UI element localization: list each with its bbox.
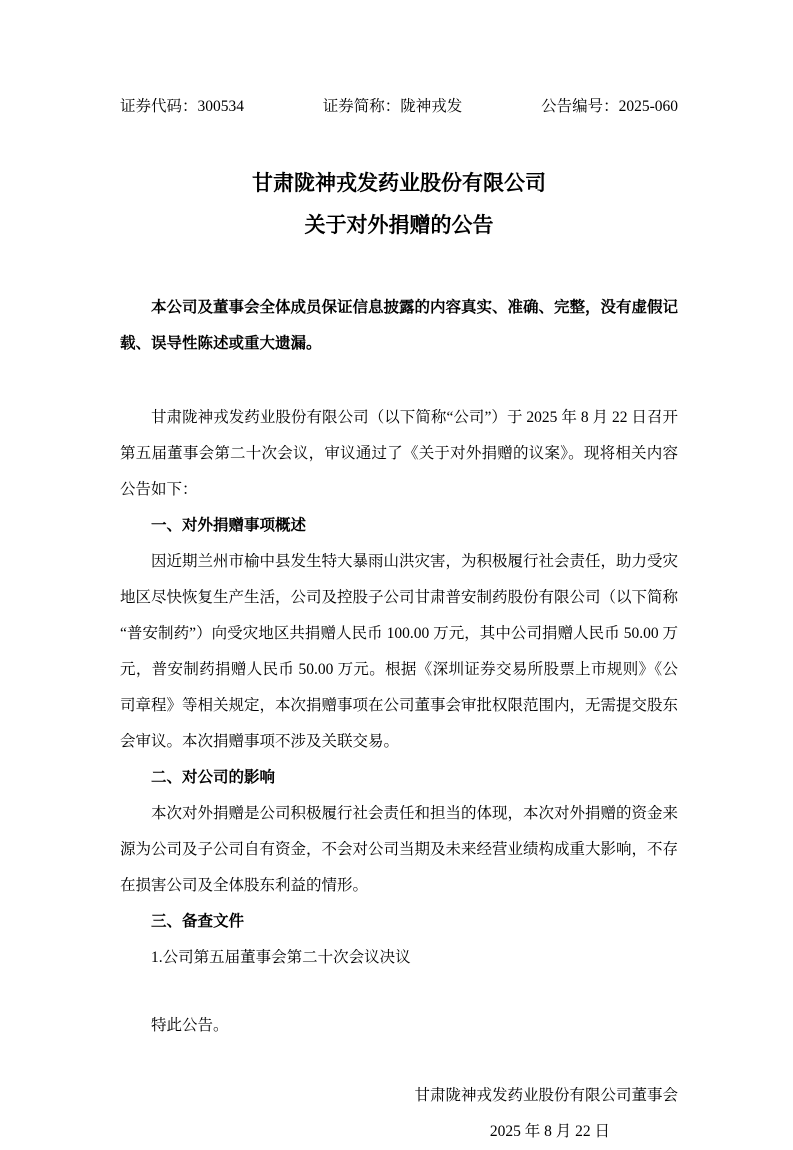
signature-block xyxy=(120,1078,678,1150)
section1-paragraph: 因近期兰州市榆中县发生特大暴雨山洪灾害，为积极履行社会责任，助力受灾地区尽快恢复生产生活，公司及控股子公司甘肃普安制药股份有限公司（以下简称“普安制药”）向受灾地区共捐赠人民币 100.00 万元，其中公司捐赠人民币 50.00 万元，普安制药捐赠人民币 50.00 万元。根据《深圳证券交易所股票上市规则》《公司章程》等相关规定，本次捐赠事项在公司董事会审批权限范围内，无需提交股东会审议。本次捐赠事项不涉及关联交易。 xyxy=(120,553,679,750)
document-header xyxy=(120,96,678,118)
company-name-title: 甘肃陇神戎发药业股份有限公司 xyxy=(252,171,546,195)
disclaimer-statement: 本公司及董事会全体成员保证信息披露的内容真实、准确、完整，没有虚假记载、误导性陈述或重大遗漏。 xyxy=(120,299,679,352)
stock-code: 证券代码：300534 xyxy=(120,98,245,115)
signature-date: 2025 年 8 月 22 日 xyxy=(489,1123,610,1140)
document-title xyxy=(120,162,678,246)
section1-heading: 一、对外捐赠事项概述 xyxy=(151,517,307,534)
section3-heading: 三、备查文件 xyxy=(151,913,245,930)
signature-company: 甘肃陇神戎发药业股份有限公司董事会 xyxy=(414,1087,678,1104)
stock-short-name: 证券简称：陇神戎发 xyxy=(322,98,463,115)
section2-heading: 二、对公司的影响 xyxy=(151,769,276,786)
announcement-title: 关于对外捐赠的公告 xyxy=(304,213,494,237)
announcement-number: 公告编号：2025-060 xyxy=(541,98,678,115)
section2-paragraph: 本次对外捐赠是公司积极履行社会责任和担当的体现，本次对外捐赠的资金来源为公司及子公司自有资金，不会对公司当期及未来经营业绩构成重大影响，不存在损害公司及全体股东利益的情形。 xyxy=(120,805,679,894)
closing-statement: 特此公告。 xyxy=(151,1017,229,1034)
intro-paragraph: 甘肃陇神戎发药业股份有限公司（以下简称“公司”）于 2025 年 8 月 22 日召开第五届董事会第二十次会议，审议通过了《关于对外捐赠的议案》。现将相关内容公告如下： xyxy=(120,409,678,498)
section3-document-item: 1.公司第五届董事会第二十次会议决议 xyxy=(151,949,411,966)
